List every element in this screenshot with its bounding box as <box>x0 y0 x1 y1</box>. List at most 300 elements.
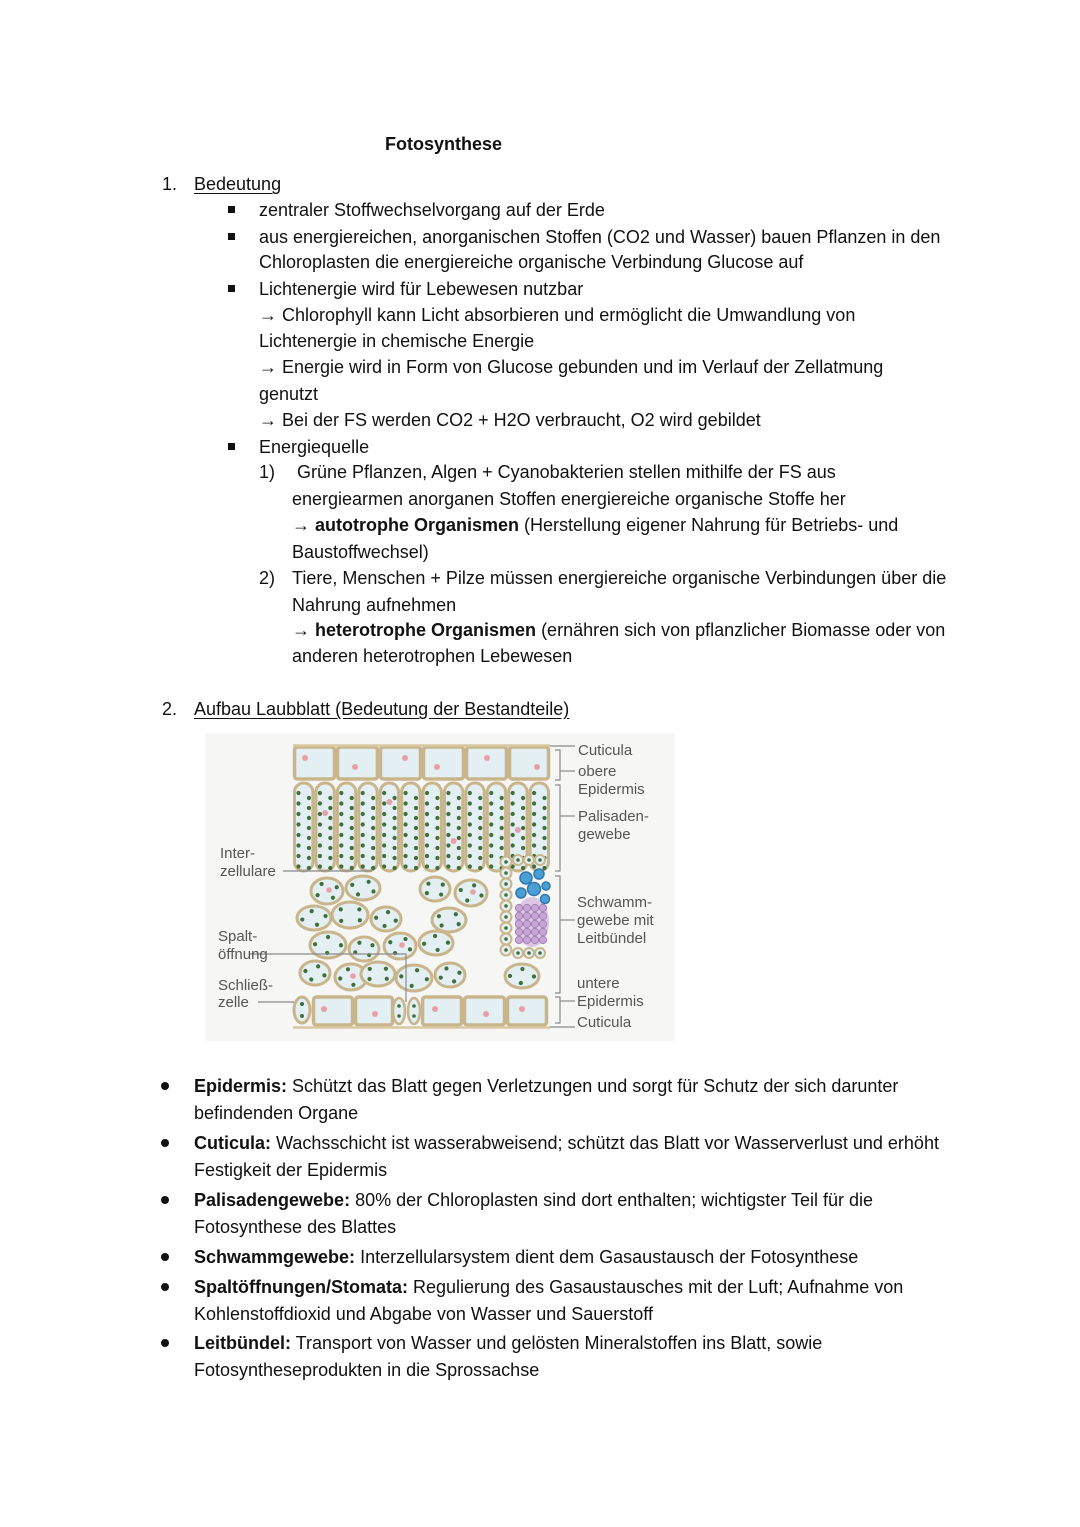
cell-nucleus <box>434 764 440 770</box>
chloroplast <box>489 812 493 816</box>
chloroplast <box>478 816 482 820</box>
chloroplast <box>382 822 386 826</box>
chloroplast <box>436 948 440 952</box>
chloroplast <box>403 843 407 847</box>
chloroplast <box>489 843 493 847</box>
chloroplast <box>296 822 300 826</box>
chloroplast <box>309 977 313 981</box>
definition-term: Palisadengewebe: <box>194 1190 351 1210</box>
chloroplast <box>439 976 443 980</box>
chloroplast <box>414 856 418 860</box>
label-stoma: öffnung <box>218 946 268 963</box>
label-stoma: Spalt- <box>218 928 258 945</box>
chloroplast <box>318 791 322 795</box>
key-term: heterotrophe Organismen <box>315 620 537 640</box>
chloroplast <box>403 822 407 826</box>
chloroplast <box>446 801 450 805</box>
spongy-cell <box>420 877 450 901</box>
list-item-conclusion <box>292 512 898 538</box>
chloroplast <box>315 923 319 927</box>
label-cuticula-top: Cuticula <box>578 742 633 759</box>
chloroplast <box>446 941 450 945</box>
chloroplast <box>371 816 375 820</box>
chloroplast <box>318 822 322 826</box>
chloroplast <box>296 843 300 847</box>
definition-epidermis <box>194 1073 898 1099</box>
lower-epidermis-cell <box>314 997 353 1025</box>
chloroplast <box>468 801 472 805</box>
chloroplast <box>318 833 322 837</box>
upper-epidermis-cell <box>510 747 549 779</box>
chloroplast <box>472 883 476 887</box>
square-bullet-icon <box>228 443 235 450</box>
chloroplast <box>504 871 508 875</box>
chloroplast <box>350 826 354 830</box>
phloem-cell <box>539 928 546 935</box>
chloroplast <box>303 969 307 973</box>
chloroplast <box>322 973 326 977</box>
chloroplast <box>339 822 343 826</box>
chloroplast <box>500 806 504 810</box>
chloroplast <box>425 891 429 895</box>
guard-cell <box>408 998 420 1024</box>
chloroplast <box>457 806 461 810</box>
chloroplast <box>367 977 371 981</box>
chloroplast <box>489 822 493 826</box>
definition-term: Schwammgewebe: <box>194 1247 356 1267</box>
chloroplast <box>478 836 482 840</box>
chloroplast <box>339 833 343 837</box>
label-spongy: Leitbündel <box>577 930 647 947</box>
chloroplast <box>435 816 439 820</box>
chloroplast <box>532 833 536 837</box>
chloroplast <box>382 843 386 847</box>
xylem-vessel <box>534 869 544 879</box>
chloroplast <box>511 843 515 847</box>
cell-nucleus <box>322 810 328 816</box>
cell-nucleus <box>372 1011 378 1017</box>
bullet-text: Lichtenergie wird für Lebewesen nutzbar <box>259 279 584 299</box>
chloroplast <box>542 836 546 840</box>
chloroplast <box>435 836 439 840</box>
chloroplast <box>361 822 365 826</box>
cell-nucleus <box>399 942 405 948</box>
chloroplast <box>307 816 311 820</box>
cell-nucleus <box>519 1006 525 1012</box>
chloroplast <box>361 801 365 805</box>
phloem-cell <box>515 920 522 927</box>
chloroplast <box>504 904 508 908</box>
definition-palisade <box>194 1187 873 1213</box>
chloroplast <box>323 914 327 918</box>
round-bullet-icon <box>161 1283 169 1291</box>
chloroplast <box>520 967 524 971</box>
chloroplast <box>426 882 430 886</box>
chloroplast <box>414 866 418 870</box>
chloroplast <box>414 836 418 840</box>
chloroplast <box>393 951 397 955</box>
list-item-conclusion <box>292 617 945 643</box>
chloroplast <box>425 854 429 858</box>
lower-epidermis-cell <box>356 997 393 1025</box>
definition-stomata <box>194 1274 903 1300</box>
definition-text: Transport von Wasser und gelösten Mineralstoffen ins Blatt, sowie <box>291 1333 823 1353</box>
chloroplast <box>511 801 515 805</box>
chloroplast <box>500 846 504 850</box>
chloroplast <box>444 966 448 970</box>
chloroplast <box>410 984 414 988</box>
section-2-number: 2. <box>162 699 178 719</box>
chloroplast <box>394 919 398 923</box>
chloroplast <box>425 833 429 837</box>
list-item-text: Grüne Pflanzen, Algen + Cyanobakterien stellen mithilfe der FS aus <box>297 462 836 482</box>
chloroplast <box>425 843 429 847</box>
chloroplast <box>521 816 525 820</box>
chloroplast <box>478 826 482 830</box>
label-lower-epidermis: untere <box>577 975 620 992</box>
chloroplast <box>441 882 445 886</box>
chloroplast <box>521 806 525 810</box>
list-item-text: anderen heterotrophen Lebewesen <box>292 646 573 666</box>
square-bullet-icon <box>228 233 235 240</box>
definition-term: Cuticula: <box>194 1133 272 1153</box>
spongy-cell <box>432 908 466 932</box>
term-explanation: (ernähren sich von pflanzlicher Biomasse oder von <box>536 620 946 640</box>
chloroplast <box>403 937 407 941</box>
definition-continuation: befindenden Organe <box>194 1103 359 1123</box>
chloroplast <box>388 940 392 944</box>
lower-epidermis-cell <box>423 997 462 1025</box>
chloroplast <box>408 947 412 951</box>
bullet-text: Chloroplasten die energiereiche organische Verbindung Glucose auf <box>259 252 804 272</box>
cell-nucleus <box>451 838 457 844</box>
lower-epidermis-cell <box>508 997 547 1025</box>
chloroplast <box>457 826 461 830</box>
chloroplast <box>403 812 407 816</box>
chloroplast <box>532 801 536 805</box>
chloroplast <box>468 833 472 837</box>
chloroplast <box>538 858 542 862</box>
definition-text: Wachsschicht ist wasserabweisend; schützt das Blatt vor Wasserverlust und erhöht <box>271 1133 939 1153</box>
chloroplast <box>435 856 439 860</box>
chloroplast <box>414 816 418 820</box>
chloroplast <box>351 983 355 987</box>
chloroplast <box>532 822 536 826</box>
chloroplast <box>425 801 429 805</box>
cell-nucleus <box>321 1006 327 1012</box>
cell-nucleus <box>534 764 540 770</box>
bullet-text: Energiequelle <box>259 437 370 457</box>
chloroplast <box>504 926 508 930</box>
chloroplast <box>320 882 324 886</box>
phloem-cell <box>515 912 522 919</box>
chloroplast <box>414 846 418 850</box>
chloroplast <box>357 941 361 945</box>
chloroplast <box>339 864 343 868</box>
square-bullet-icon <box>228 206 235 213</box>
chloroplast <box>504 893 508 897</box>
chloroplast <box>489 833 493 837</box>
chloroplast <box>328 866 332 870</box>
chloroplast <box>439 892 443 896</box>
chloroplast <box>307 806 311 810</box>
chloroplast <box>384 967 388 971</box>
xylem-vessel <box>520 872 532 884</box>
chloroplast <box>357 907 361 911</box>
phloem-cell <box>523 904 530 911</box>
chloroplast <box>350 883 354 887</box>
chloroplast <box>457 796 461 800</box>
chloroplast <box>403 854 407 858</box>
chloroplast <box>425 812 429 816</box>
chloroplast <box>296 864 300 868</box>
arrow-icon: → <box>292 515 316 535</box>
square-bullet-icon <box>228 285 235 292</box>
cell-nucleus <box>483 1011 489 1017</box>
cell-nucleus <box>350 973 356 979</box>
chloroplast <box>296 812 300 816</box>
chloroplast <box>521 836 525 840</box>
bullet-text: Lichtenergie in chemische Energie <box>259 331 535 351</box>
label-palisade: gewebe <box>578 826 631 843</box>
cell-nucleus <box>302 755 308 761</box>
chloroplast <box>457 846 461 850</box>
cell-nucleus <box>432 1006 438 1012</box>
upper-epidermis-cell <box>424 747 464 779</box>
chloroplast <box>415 968 419 972</box>
chloroplast <box>328 806 332 810</box>
chloroplast <box>433 934 437 938</box>
chloroplast <box>392 856 396 860</box>
chloroplast <box>446 812 450 816</box>
arrow-icon: → <box>292 620 316 640</box>
chloroplast <box>328 826 332 830</box>
chloroplast <box>361 791 365 795</box>
definition-vascular-bundle <box>194 1330 822 1356</box>
chloroplast <box>328 846 332 850</box>
chloroplast <box>500 796 504 800</box>
chloroplast <box>386 910 390 914</box>
list-item-text: Baustoffwechsel) <box>292 542 429 562</box>
chloroplast <box>414 806 418 810</box>
chloroplast <box>339 791 343 795</box>
definition-text: Regulierung des Gasaustausches mit der Luft; Aufnahme von <box>408 1277 904 1297</box>
phloem-cell <box>531 920 538 927</box>
chloroplast <box>457 816 461 820</box>
chloroplast <box>339 943 343 947</box>
chloroplast <box>392 836 396 840</box>
chloroplast <box>527 858 531 862</box>
chloroplast <box>414 826 418 830</box>
chloroplast <box>339 801 343 805</box>
chloroplast <box>397 1004 401 1008</box>
chloroplast <box>392 826 396 830</box>
bullet-text: → Bei der FS werden CO2 + H2O verbraucht, O2 wird gebildet <box>259 410 761 430</box>
chloroplast <box>350 806 354 810</box>
chloroplast <box>527 951 531 955</box>
upper-epidermis-cell <box>295 747 335 779</box>
chloroplast <box>403 791 407 795</box>
chloroplast <box>516 951 520 955</box>
chloroplast <box>296 854 300 858</box>
chloroplast <box>504 937 508 941</box>
chloroplast <box>326 935 330 939</box>
chloroplast <box>382 801 386 805</box>
phloem-cell <box>539 936 546 943</box>
chloroplast <box>368 967 372 971</box>
round-bullet-icon <box>161 1253 169 1261</box>
chloroplast <box>339 907 343 911</box>
list-item-text: Tiere, Menschen + Pilze müssen energiereiche organische Verbindungen über die <box>292 568 947 588</box>
chloroplast <box>435 826 439 830</box>
chloroplast <box>307 826 311 830</box>
cell-nucleus <box>515 827 521 833</box>
chloroplast <box>457 922 461 926</box>
chloroplast <box>511 833 515 837</box>
chloroplast <box>446 864 450 868</box>
cell-nucleus <box>386 799 392 805</box>
chloroplast <box>538 951 542 955</box>
chloroplast <box>361 812 365 816</box>
chloroplast <box>446 833 450 837</box>
chloroplast <box>521 796 525 800</box>
list-item-text: Nahrung aufnehmen <box>292 595 457 615</box>
definition-term: Spaltöffnungen/Stomata: <box>194 1277 408 1297</box>
chloroplast <box>435 796 439 800</box>
section-1-number: 1. <box>162 174 178 194</box>
chloroplast <box>446 791 450 795</box>
label-cuticula-bottom: Cuticula <box>577 1014 632 1031</box>
label-lower-epidermis: Epidermis <box>577 993 644 1010</box>
chloroplast <box>468 854 472 858</box>
chloroplast <box>339 854 343 858</box>
chloroplast <box>542 806 546 810</box>
xylem-vessel <box>516 888 526 898</box>
chloroplast <box>385 977 389 981</box>
guard-cell <box>294 997 310 1023</box>
chloroplast <box>542 826 546 830</box>
chloroplast <box>339 843 343 847</box>
chloroplast <box>500 816 504 820</box>
chloroplast <box>465 898 469 902</box>
chloroplast <box>371 889 375 893</box>
chloroplast <box>403 833 407 837</box>
phloem-cell <box>523 928 530 935</box>
chloroplast <box>508 974 512 978</box>
chloroplast <box>307 836 311 840</box>
chloroplast <box>328 816 332 820</box>
chloroplast <box>521 846 525 850</box>
chloroplast <box>504 915 508 919</box>
chloroplast <box>532 791 536 795</box>
chloroplast <box>457 856 461 860</box>
chloroplast <box>350 856 354 860</box>
chloroplast <box>318 854 322 858</box>
chloroplast <box>478 856 482 860</box>
definition-term: Epidermis: <box>194 1076 288 1096</box>
chloroplast <box>361 843 365 847</box>
chloroplast <box>504 860 508 864</box>
chloroplast <box>328 836 332 840</box>
chloroplast <box>361 864 365 868</box>
chloroplast <box>446 822 450 826</box>
definition-term: Leitbündel: <box>194 1333 291 1353</box>
definition-text: Schützt das Blatt gegen Verletzungen und sorgt für Schutz der sich darunter <box>287 1076 899 1096</box>
round-bullet-icon <box>161 1196 169 1204</box>
phloem-cell <box>523 936 530 943</box>
phloem-cell <box>515 928 522 935</box>
label-upper-epidermis: obere <box>578 763 617 780</box>
chloroplast <box>532 812 536 816</box>
label-guard-cell: zelle <box>218 994 249 1011</box>
definition-continuation: Fotosyntheseprodukten in die Sprossachse <box>194 1360 540 1380</box>
chloroplast <box>454 912 458 916</box>
chloroplast <box>382 924 386 928</box>
section-1-heading: Bedeutung <box>194 174 282 194</box>
cell-nucleus <box>484 755 490 761</box>
chloroplast <box>371 796 375 800</box>
definition-continuation: Kohlenstoffdioxid und Abgabe von Wasser und Sauerstoff <box>194 1304 653 1324</box>
chloroplast <box>425 822 429 826</box>
definition-continuation: Festigkeit der Epidermis <box>194 1160 388 1180</box>
chloroplast <box>412 1014 416 1018</box>
chloroplast <box>331 896 335 900</box>
chloroplast <box>371 836 375 840</box>
chloroplast <box>478 846 482 850</box>
label-spongy: gewebe mit <box>577 912 654 929</box>
chloroplast <box>440 923 444 927</box>
chloroplast <box>300 1002 304 1006</box>
phloem-cell <box>539 920 546 927</box>
chloroplast <box>392 866 396 870</box>
chloroplast <box>412 1004 416 1008</box>
spongy-cell <box>349 937 379 961</box>
chloroplast <box>318 864 322 868</box>
chloroplast <box>307 866 311 870</box>
chloroplast <box>361 833 365 837</box>
chloroplast <box>468 791 472 795</box>
chloroplast <box>457 836 461 840</box>
chloroplast <box>307 846 311 850</box>
phloem-cell <box>539 904 546 911</box>
bullet-text: zentraler Stoffwechselvorgang auf der Erde <box>259 200 605 220</box>
chloroplast <box>479 893 483 897</box>
phloem-cell <box>515 936 522 943</box>
chloroplast <box>511 822 515 826</box>
chloroplast <box>403 864 407 868</box>
chloroplast <box>392 806 396 810</box>
chloroplast <box>296 791 300 795</box>
chloroplast <box>511 812 515 816</box>
chloroplast <box>318 812 322 816</box>
chloroplast <box>318 843 322 847</box>
chloroplast <box>371 806 375 810</box>
chloroplast <box>500 836 504 840</box>
chloroplast <box>542 816 546 820</box>
bullet-text: → Chlorophyll kann Licht absorbieren und ermöglicht die Umwandlung von <box>259 305 856 325</box>
chloroplast <box>457 866 461 870</box>
round-bullet-icon <box>161 1082 169 1090</box>
chloroplast <box>328 796 332 800</box>
chloroplast <box>371 846 375 850</box>
chloroplast <box>382 791 386 795</box>
chloroplast <box>315 893 319 897</box>
chloroplast <box>310 909 314 913</box>
chloroplast <box>350 816 354 820</box>
chloroplast <box>358 918 362 922</box>
spongy-cell <box>332 902 368 928</box>
xylem-vessel <box>541 895 550 904</box>
